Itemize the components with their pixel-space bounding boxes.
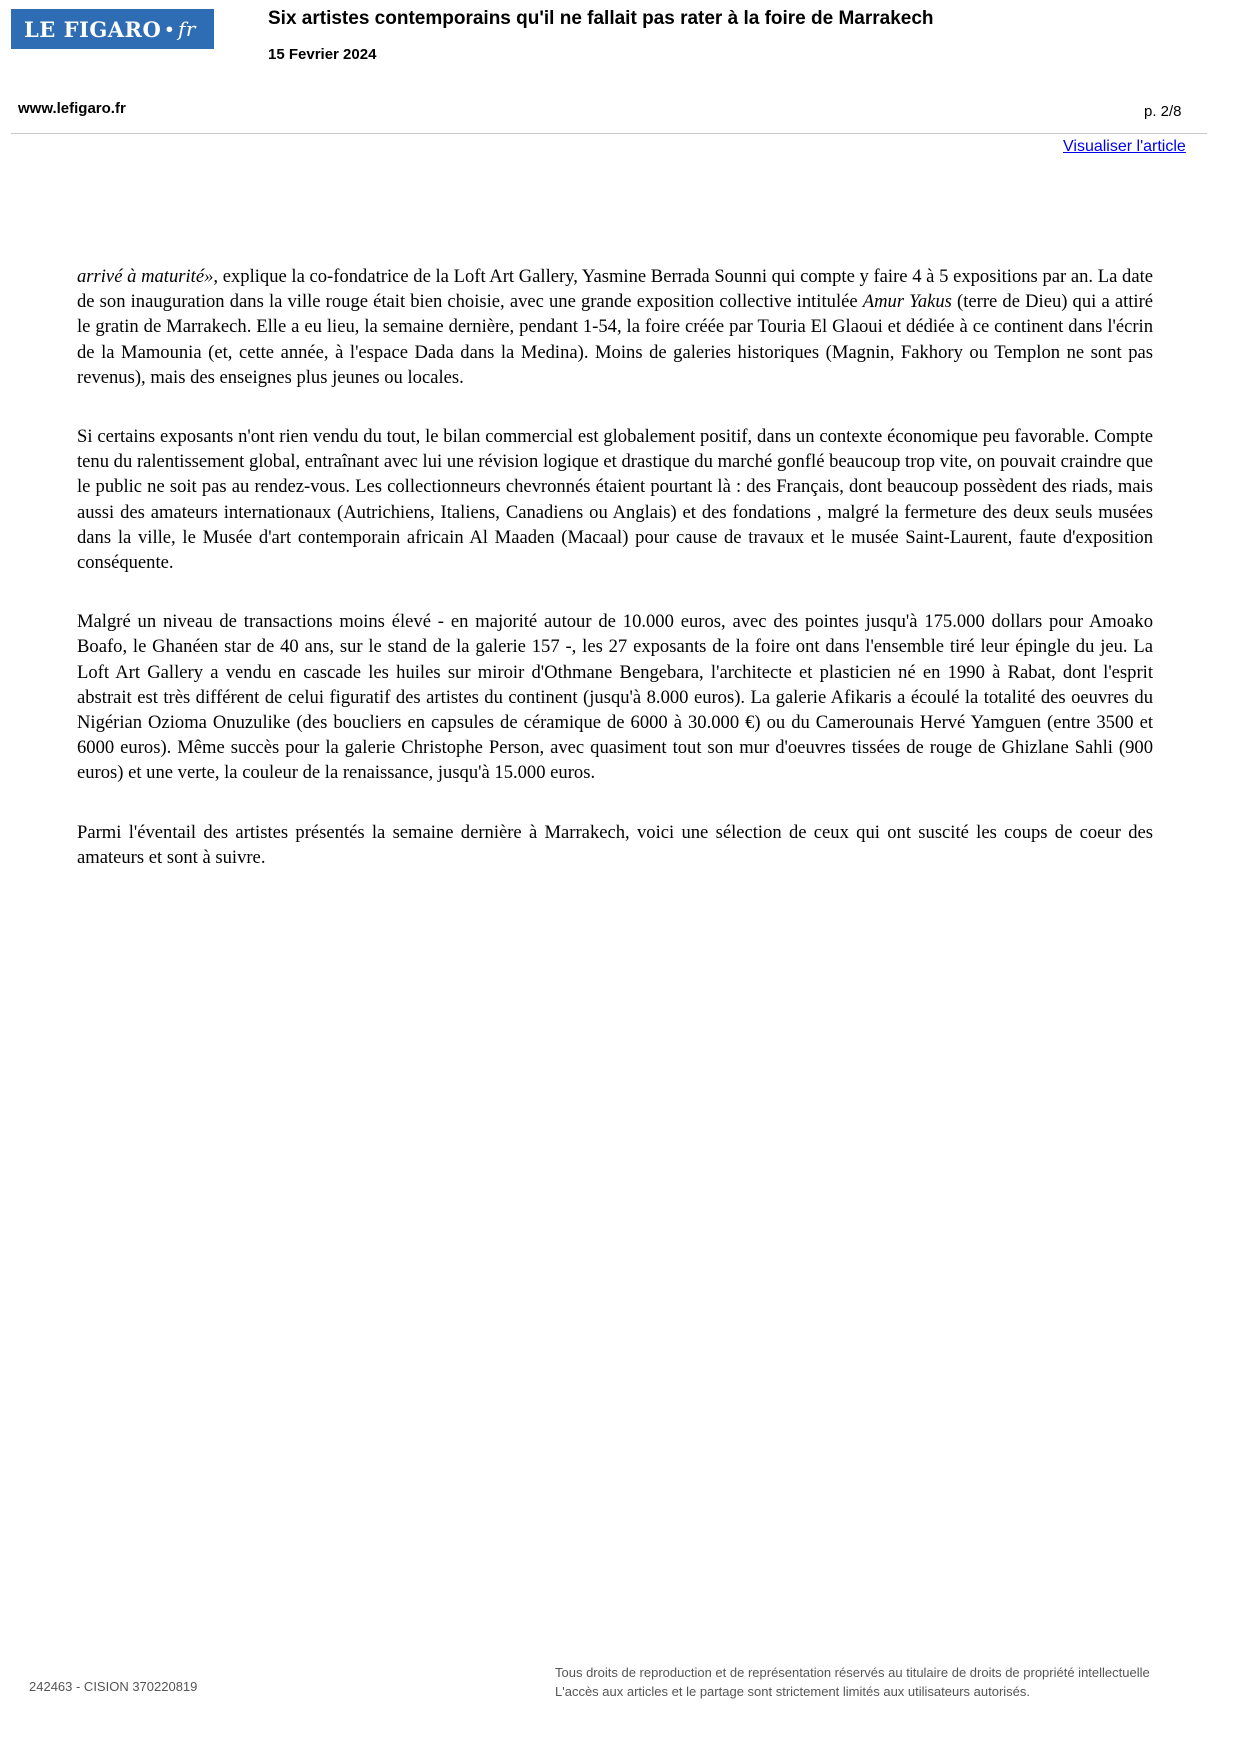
article-date: 15 Fevrier 2024 — [268, 46, 377, 63]
exhibition-title: Amur Yakus — [862, 291, 952, 313]
page-number: p. 2/8 — [1144, 103, 1182, 120]
source-site: www.lefigaro.fr — [18, 100, 126, 117]
le-figaro-logo — [11, 9, 214, 49]
logo-main-text: LE FIGARO — [24, 16, 162, 42]
paragraph-3: Malgré un niveau de transactions moins élevé - en majorité autour de 10.000 euros, avec des pointes jusqu'à 175.000 dollars pour Amoako Boafo, le Ghanéen star de 40 ans, sur le stand de la galerie 157 -, les 27 exposants de la foire ont dans l'ensemble tiré leur épingle du jeu. La Loft Art Gallery a vendu en cascade les huiles sur miroir d'Othmane Bengebara, l'architecte et plasticien né en 1990 à Rabat, dont l'esprit abstrait est très différent de celui figuratif des artistes du continent (jusqu'à 8.000 euros). La galerie Afikaris a écoulé la totalité des oeuvres du Nigérian Ozioma Onuzulike (des boucliers en capsules de céramique de 6000 à 30.000 €) ou du Camerounais Hervé Yamguen (entre 3500 et 6000 euros). Même succès pour la galerie Christophe Person, avec quasiment tout son mur d'oeuvres tissées de rouge de Ghizlane Sahli (900 euros) et une verte, la couleur de la renaissance, jusqu'à 15.000 euros. — [77, 611, 1153, 784]
rights-line-1: Tous droits de reproduction et de représentation réservés au titulaire de droits de propriété intellectuelle — [555, 1665, 1150, 1680]
logo-suffix: fr — [178, 17, 196, 41]
article-body — [77, 264, 1153, 904]
paragraph-4: Parmi l'éventail des artistes présentés la semaine dernière à Marrakech, voici une sélection de ceux qui ont suscité les coups de coeur des amateurs et sont à suivre. — [77, 821, 1153, 868]
rights-line-2: L'accès aux articles et le partage sont strictement limités aux utilisateurs autorisés. — [555, 1684, 1031, 1699]
article-title: Six artistes contemporains qu'il ne fallait pas rater à la foire de Marrakech — [268, 8, 934, 29]
view-article-link[interactable]: Visualiser l'article — [1063, 138, 1186, 155]
logo-dot: • — [164, 19, 176, 39]
paragraph-1-text-b: (terre de Dieu) qui a attiré le gratin de Marrakech. Elle a eu lieu, la semaine dernière, pendant 1-54, la foire créée par Touria El Glaoui et dédiée à ce continent dans l'écrin de la Mamounia (et, cette année, à l'espace Dada dans la Medina). Moins de galeries historiques (Magnin, Fakhory ou Templon ne sont pas revenus), mais des enseignes plus jeunes ou locales. — [77, 291, 1154, 388]
paragraph-1 — [77, 264, 1153, 390]
paragraph-1-text-a: explique la co-fondatrice de la Loft Art Gallery, Yasmine Berrada Sounni qui compte y faire 4 à 5 expositions par an. La date de son inauguration dans la ville rouge était bien choisie, avec une grande exposition collective intitulée — [77, 266, 1153, 313]
document-id: 242463 - CISION 370220819 — [29, 1679, 198, 1694]
rights-notice — [555, 1663, 1150, 1701]
paragraph-2: Si certains exposants n'ont rien vendu du tout, le bilan commercial est globalement positif, dans un contexte économique peu favorable. Compte tenu du ralentissement global, entraînant avec lui une révision logique et drastique du marché gonflé beaucoup trop vite, on pouvait craindre que le public ne soit pas au rendez-vous. Les collectionneurs chevronnés étaient pourtant là : des Français, dont beaucoup possèdent des riads, mais aussi des amateurs internationaux (Autrichiens, Italiens, Canadiens ou Anglais) et des fondations , malgré la fermeture des deux seuls musées dans la ville, le Musée d'art contemporain africain Al Maaden (Macaal) pour cause de travaux et le musée Saint-Laurent, faute d'exposition conséquente. — [77, 426, 1153, 574]
header-divider — [11, 133, 1207, 134]
paragraph-1-quote: arrivé à maturité», — [77, 266, 219, 287]
